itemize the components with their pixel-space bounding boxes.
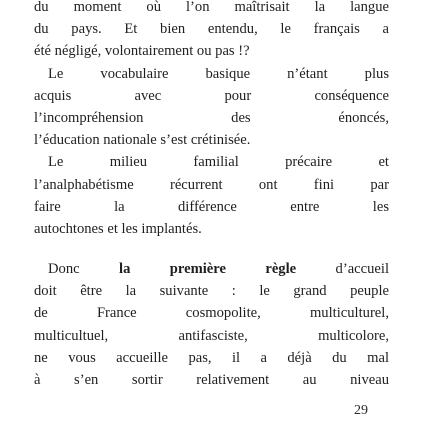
text-line: de France cosmopolite, multiculturel, (34, 305, 389, 322)
text-segment: Donc (48, 261, 120, 277)
text-line-with-emphasis (34, 258, 389, 280)
text-segment: d’accueil (296, 261, 389, 277)
text-line: l’incompréhension des énoncés, (34, 109, 389, 126)
text-line: faire la différence entre les (34, 198, 389, 215)
text-line: doit être la suivante : le grand peuple (34, 283, 389, 300)
paragraph-group-top (34, 0, 389, 240)
text-line: multicultuel, antifasciste, multicolore, (34, 327, 389, 344)
text-line: ne vous accueille pas, il a déjà du mal (34, 349, 389, 366)
text-line: acquis avec pour conséquence (34, 87, 389, 104)
text-line: du moment où l’on maîtrisait la langue (34, 0, 389, 15)
text-line: Le vocabulaire basique n’étant plus (48, 65, 389, 82)
text-line: l’analphabétisme récurrent ont fini par (34, 176, 389, 193)
text-line: été négligé, volontairement ou pas !? (34, 43, 250, 60)
page-number: 29 (354, 403, 368, 418)
text-line: autochtones et les implantés. (34, 220, 202, 237)
text-line: l’éducation nationale s’est crétinisée. (34, 132, 251, 149)
bold-phrase: la première règle (119, 261, 297, 277)
paragraph-group-bottom (34, 258, 389, 391)
text-line: à s’en sortir relativement au niveau (34, 371, 389, 388)
text-line: du pays. Et bien entendu, le français a (34, 21, 389, 38)
text-line: Le milieu familial précaire et (48, 154, 389, 171)
